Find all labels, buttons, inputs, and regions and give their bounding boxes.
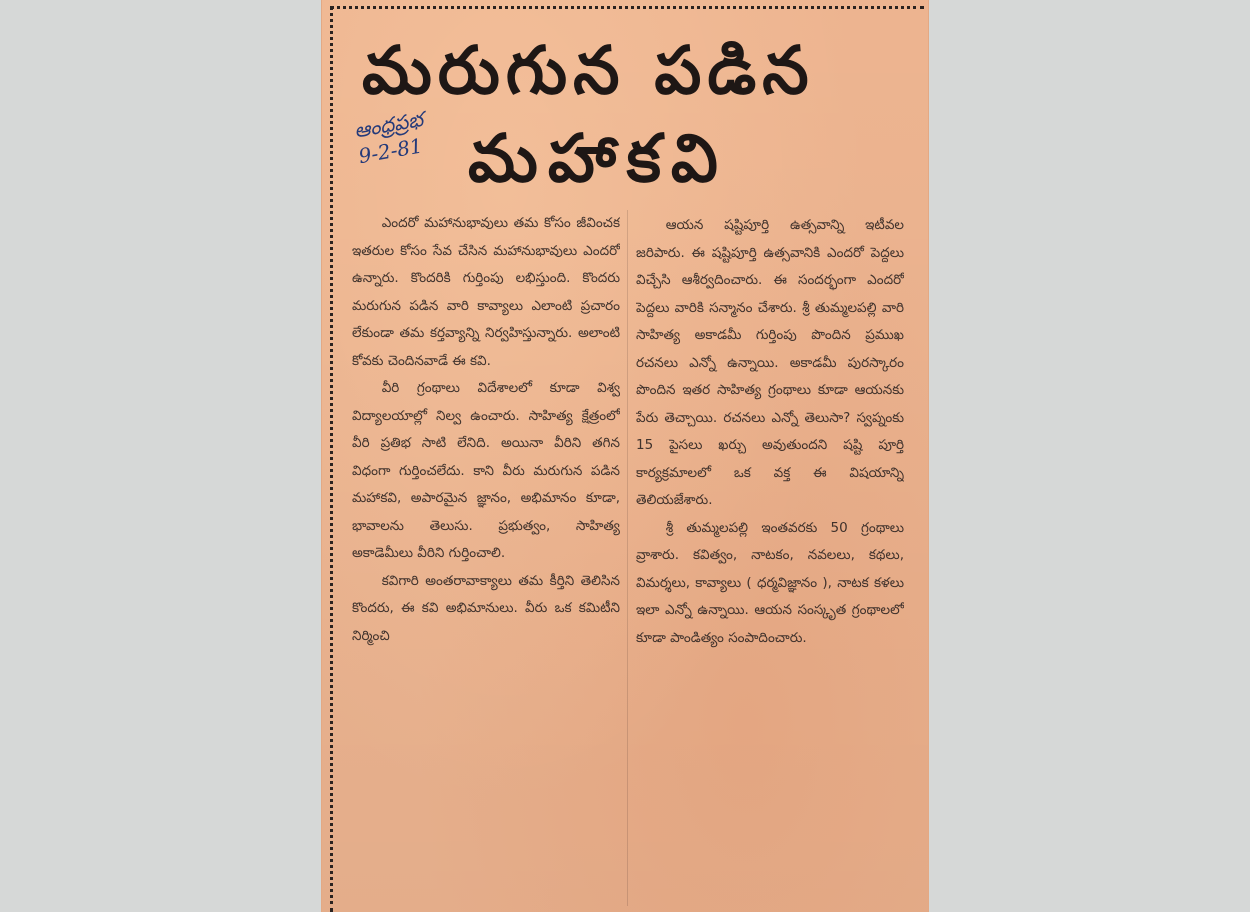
headline-line-2: మహాకవి (468, 120, 728, 197)
article-paragraph: ఎందరో మహానుభావులు తమ కోసం జీవించక ఇతరుల కోసం సేవ చేసిన మహానుభావులు ఎందరో ఉన్నారు. కొందరికి గుర్తింపు లభిస్తుంది. కొందరు మరుగున పడిన వారి కావ్యాలు ఎలాంటి ప్రచారం లేకుండా తమ కర్తవ్యాన్ని నిర్వహిస్తున్నారు. అలాంటి కోవకు చెందినవాడే ఈ కవి. (352, 215, 620, 369)
column-divider (627, 210, 628, 906)
article-column-right (636, 212, 904, 912)
handwritten-source: ఆంధ్రప్రభ (352, 106, 425, 143)
article-paragraph: ఆయన షష్టిపూర్తి ఉత్సవాన్ని ఇటీవల జరిపారు. ఈ షష్టిపూర్తి ఉత్సవానికి ఎందరో పెద్దలు విచ్చేసి ఆశీర్వదించారు. ఈ సందర్భంగా ఎందరో పెద్దలు వారికి సన్మానం చేశారు. శ్రీ తుమ్మలపల్లి వారి సాహిత్య అకాడమీ గుర్తింపు పొందిన ప్రముఖ రచనలు ఎన్నో ఉన్నాయి. అకాడమీ పురస్కారం పొందిన ఇతర సాహిత్య గ్రంథాలు కూడా ఆయనకు పేరు తెచ్చాయి. రచనలు ఎన్నో తెలుసా? స్వప్నంకు 15 పైసలు ఖర్చు అవుతుందని షష్టి పూర్తి కార్యక్రమాలలో ఒక వక్త ఈ విషయాన్ని తెలియజేశారు. (636, 217, 904, 508)
newspaper-clipping (322, 0, 928, 912)
article-paragraph: కవిగారి అంతరావాక్యాలు తమ కీర్తిని తెలిసిన కొందరు, ఈ కవి అభిమానులు. వీరు ఒక కమిటీని నిర్మించి (352, 572, 620, 644)
article-column-left (352, 210, 620, 910)
handwritten-date-note (352, 106, 429, 169)
dotted-top-border (330, 6, 924, 9)
headline-line-1: మరుగున పడిన (362, 32, 815, 109)
handwritten-date: 9-2-81 (356, 133, 425, 169)
article-paragraph: శ్రీ తుమ్మలపల్లి ఇంతవరకు 50 గ్రంథాలు వ్రాశారు. కవిత్వం, నాటకం, నవలలు, కథలు, విమర్శలు, కావ్యాలు ( ధర్మవిజ్ఞానం ), నాటక కళలు ఇలా ఎన్నో ఉన్నాయి. ఆయన సంస్కృత గ్రంథాలలో కూడా పాండిత్యం సంపాదించారు. (636, 519, 904, 646)
article-paragraph: వీరి గ్రంథాలు విదేశాలలో కూడా విశ్వ విద్యాలయాల్లో నిల్వ ఉంచారు. సాహిత్య క్షేత్రంలో వీరి ప్రతిభ సాటి లేనిది. అయినా వీరిని తగిన విధంగా గుర్తించలేదు. కాని వీరు మరుగున పడిన మహాకవి, అపారమైన జ్ఞానం, అభిమానం కూడా, భావాలను తెలుసు. ప్రభుత్వం, సాహిత్య అకాడెమీలు వీరిని గుర్తించాలి. (352, 380, 620, 561)
dotted-left-border (330, 6, 333, 912)
